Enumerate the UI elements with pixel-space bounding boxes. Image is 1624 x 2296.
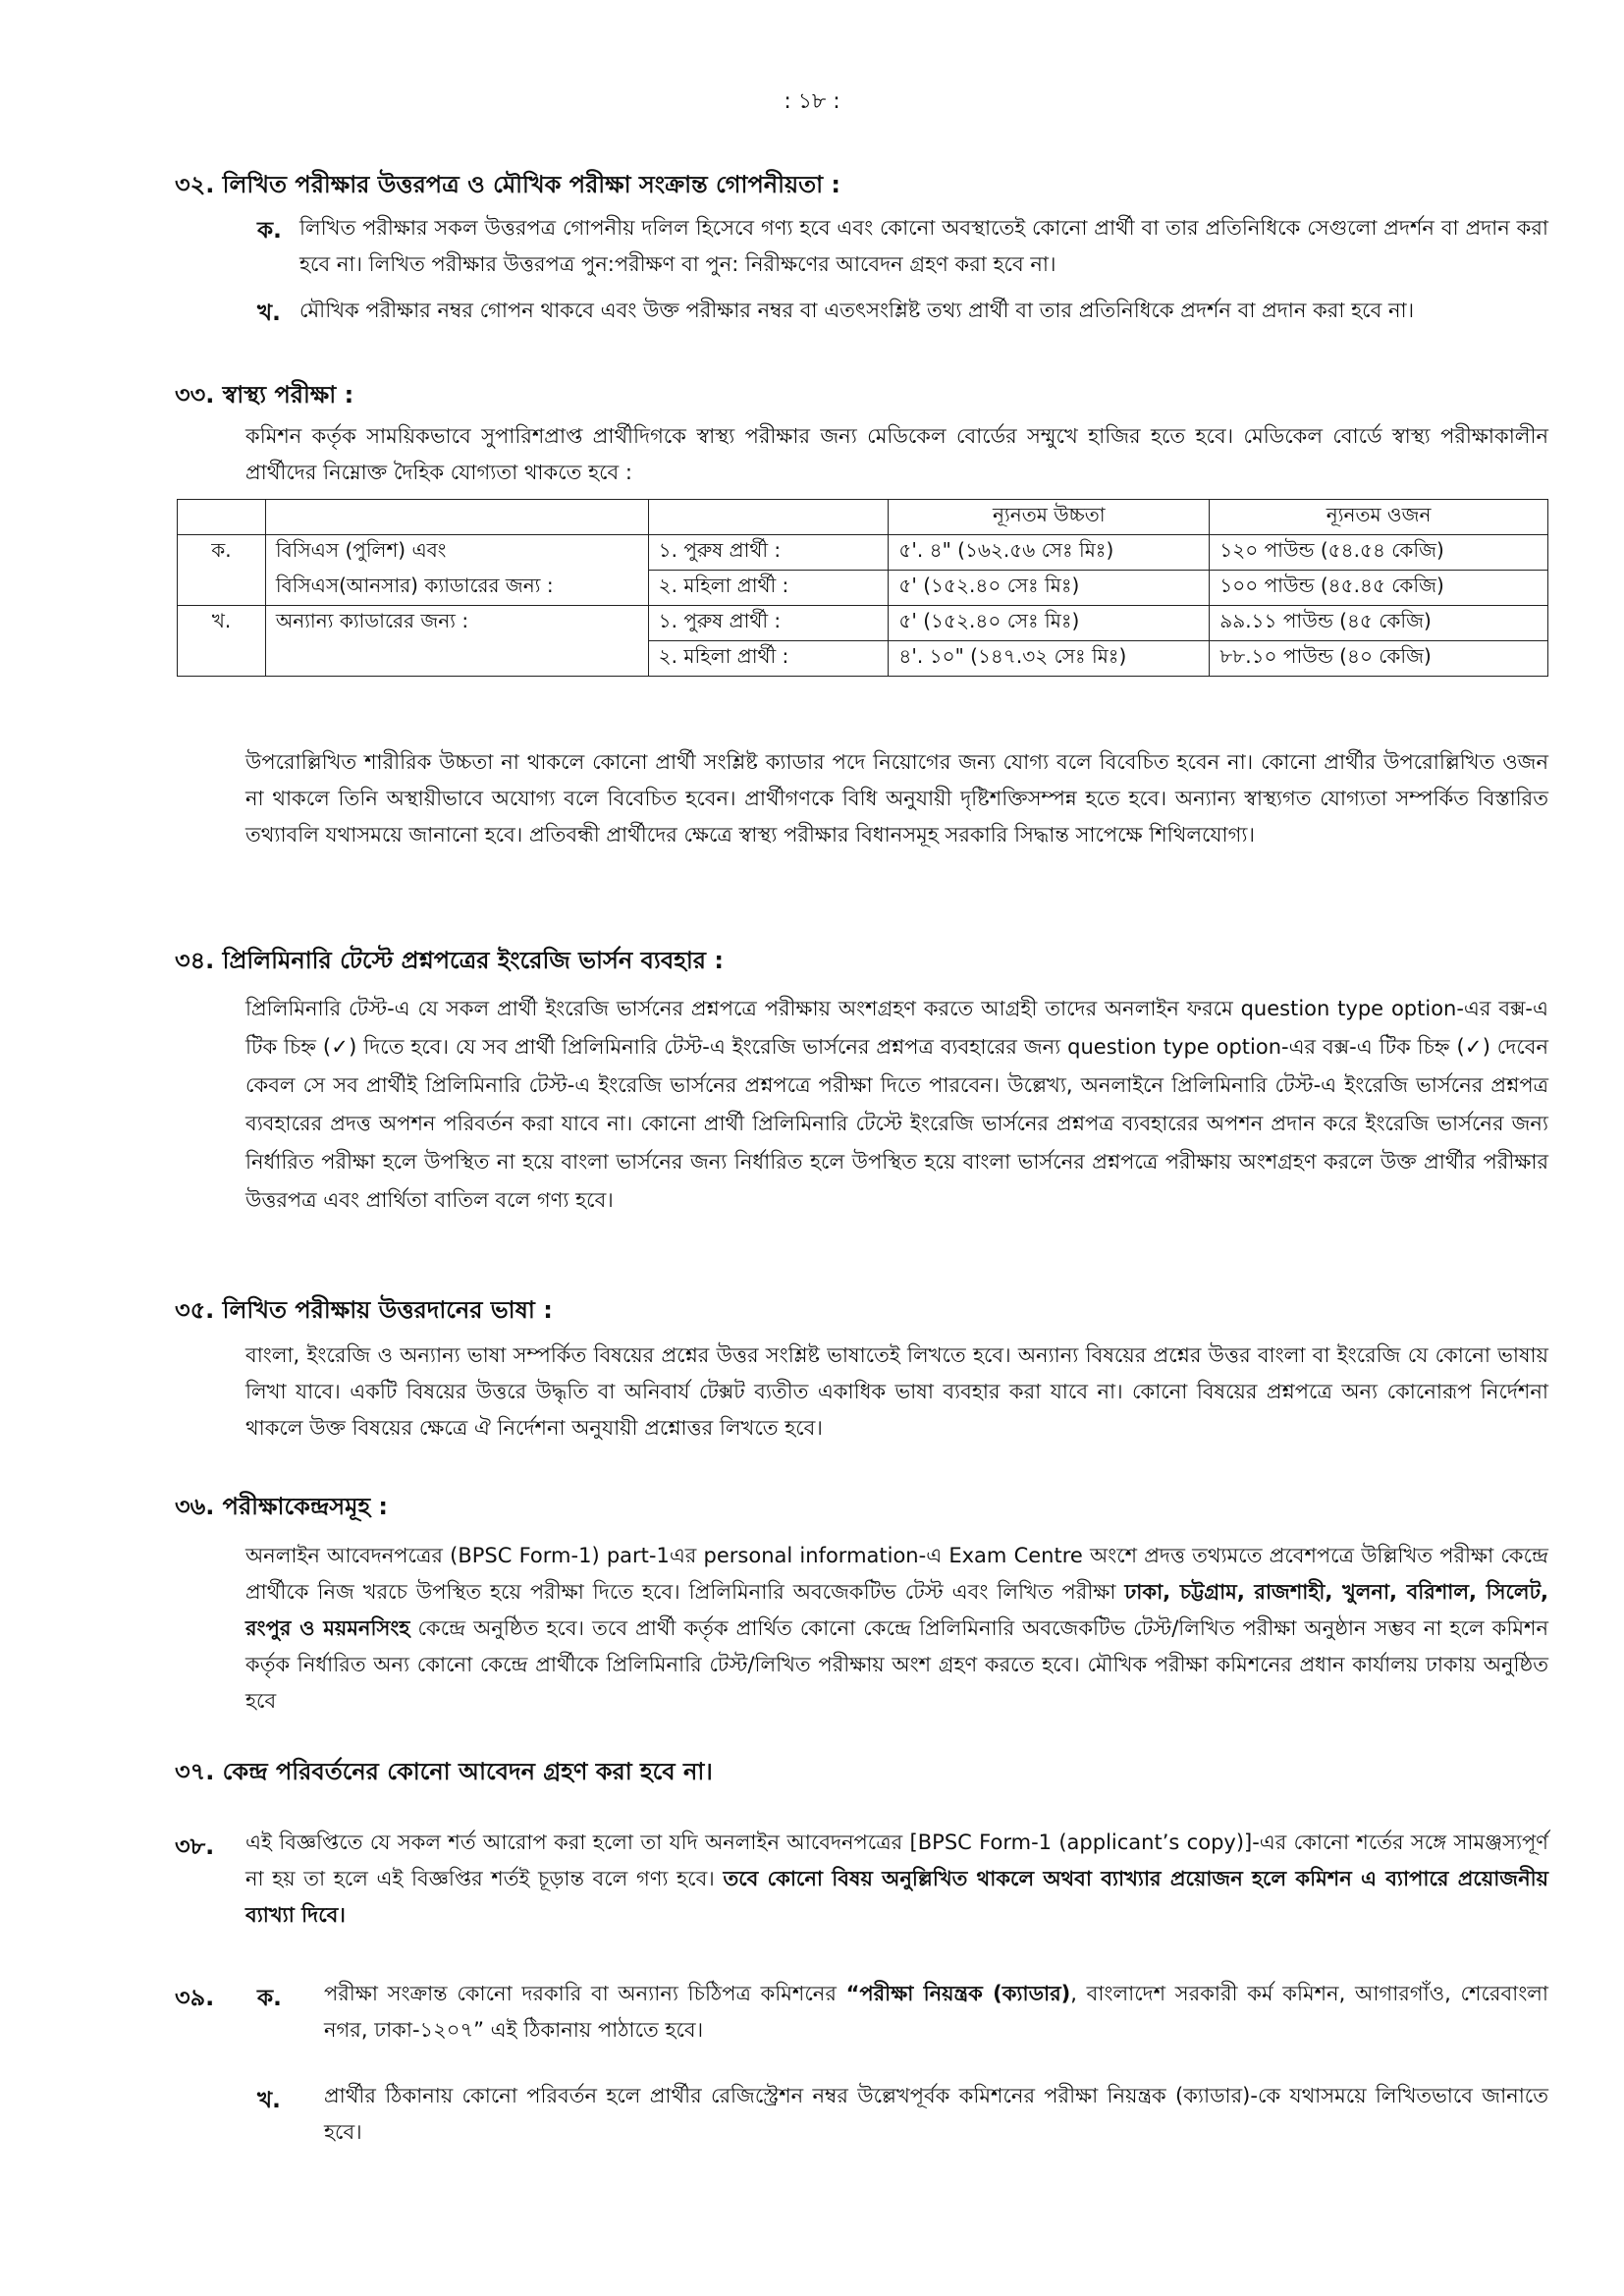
section-38-num: ৩৮. (175, 1832, 215, 1860)
male-label: ১. পুরুষ প্রার্থী : (648, 535, 889, 571)
a-male-height: ৫'. ৪" (১৬২.৫৬ সেঃ মিঃ) (889, 535, 1210, 571)
s39-kha-text: প্রার্থীর ঠিকানায় কোনো পরিবর্তন হলে প্রার্থীর রেজিস্ট্রেশন নম্বর উল্লেখপূর্বক কমিশনের পরীক্ষা নিয়ন্ত্রক (ক্যাডার)-কে যথাসময়ে লিখিতভাবে জানাতে হবে। (324, 2084, 1548, 2144)
cadre-a-line2: বিসিএস(আনসার) ক্যাডারের জন্য : (265, 571, 648, 606)
s32-kha-text: মৌখিক পরীক্ষার নম্বর গোপন থাকবে এবং উক্ত পরীক্ষার নম্বর বা এতৎসংশ্লিষ্ট তথ্য প্রার্থী বা তার প্রতিনিধিকে প্রদর্শন বা প্রদান করা হবে না। (299, 299, 1415, 322)
row-kha-label: খ. (178, 606, 266, 641)
section-37-title: ৩৭. কেন্দ্র পরিবর্তনের কোনো আবেদন গ্রহণ করা হবে না। (175, 1758, 713, 1785)
b-female-height: ৪'. ১০" (১৪৭.৩২ সেঃ মিঃ) (889, 641, 1210, 677)
section-35-title: ৩৫. লিখিত পরীক্ষায় উত্তরদানের ভাষা : (175, 1296, 553, 1324)
s39-ka-text (324, 1976, 1548, 2049)
s39-ka-text-a: পরীক্ষা সংক্রান্ত কোনো দরকারি বা অন্যান্য চিঠিপত্র কমিশনের (324, 1982, 837, 2005)
page-number: : ১৮ : (784, 89, 840, 114)
row-ka-label: ক. (178, 535, 266, 571)
s32-ka-text: লিখিত পরীক্ষার সকল উত্তরপত্র গোপনীয় দলিল হিসেবে গণ্য হবে এবং কোনো অবস্থাতেই কোনো প্রার্থী বা তার প্রতিনিধিকে সেগুলো প্রদর্শন বা প্রদান করা হবে না। লিখিত পরীক্ষার উত্তরপত্র পুন:পরীক্ষণ বা পুন: নিরীক্ষণের আবেদন গ্রহণ করা হবে না। (299, 216, 1548, 276)
cadre-b: অন্যান্য ক্যাডারের জন্য : (265, 606, 648, 641)
section-32-title: ৩২. লিখিত পরীক্ষার উত্তরপত্র ও মৌখিক পরীক্ষা সংক্রান্ত গোপনীয়তা : (175, 171, 840, 198)
table-row (178, 535, 1548, 571)
b-female-weight: ৮৮.১০ পাউন্ড (৪০ কেজি) (1210, 641, 1548, 677)
b-male-height: ৫' (১৫২.৪০ সেঃ মিঃ) (889, 606, 1210, 641)
s36-text-a: অনলাইন আবেদনপত্রের (BPSC Form-1) part-1এর personal information-এ Exam Centre অংশে প্রদত্ত তথ্যমতে প্রবেশপত্রে উল্লিখিত পরীক্ষা কেন্দ্রে প্রার্থীকে নিজ খরচে উপস্থিত হয়ে পরীক্ষা দিতে হবে। প্রিলিমিনারি অবজেকটিভ টেস্ট এবং লিখিত পরীক্ষা (245, 1544, 1548, 1604)
s39-kha-label: খ. (257, 2088, 281, 2113)
table-row (178, 641, 1548, 677)
s38-text (245, 1825, 1548, 1934)
s35-text: বাংলা, ইংরেজি ও অন্যান্য ভাষা সম্পর্কিত বিষয়ের প্রশ্নের উত্তর সংশ্লিষ্ট ভাষাতেই লিখতে হবে। অন্যান্য বিষয়ের প্রশ্নের উত্তর বাংলা বা ইংরেজি যে কোনো ভাষায় লিখা যাবে। একটি বিষয়ের উত্তরে উদ্ধৃতি বা অনিবার্য টেক্সট ব্যতীত একাধিক ভাষা ব্যবহার করা যাবে না। কোনো বিষয়ের প্রশ্নপত্রে অন্য কোনোরূপ নির্দেশনা থাকলে উক্ত বিষয়ের ক্ষেত্রে ঐ নির্দেশনা অনুযায়ী প্রশ্নোত্তর লিখতে হবে। (245, 1343, 1548, 1440)
a-female-weight: ১০০ পাউন্ড (৪৫.৪৫ কেজি) (1210, 571, 1548, 606)
female-label: ২. মহিলা প্রার্থী : (648, 641, 889, 677)
s36-text (245, 1538, 1548, 1720)
s33-intro: কমিশন কর্তৃক সাময়িকভাবে সুপারিশপ্রাপ্ত প্রার্থীদিগকে স্বাস্থ্য পরীক্ষার জন্য মেডিকেল বোর্ডের সম্মুখে হাজির হতে হবে। মেডিকেল বোর্ডে স্বাস্থ্য পরীক্ষাকালীন প্রার্থীদের নিম্নোক্ত দৈহিক যোগ্যতা থাকতে হবে : (245, 424, 1548, 484)
section-34-title: ৩৪. প্রিলিমিনারি টেস্টে প্রশ্নপত্রের ইংরেজি ভার্সন ব্যবহার : (175, 947, 724, 974)
s38-text-b: তবে কোনো বিষয় অনুল্লিখিত থাকলে অথবা ব্যাখ্যার প্রয়োজন হলে কমিশন এ ব্যাপারে প্রয়োজনীয় ব্যাখ্যা দিবে। (245, 1867, 1548, 1927)
header-min-weight: ন্যূনতম ওজন (1210, 500, 1548, 535)
s38-text-a: এই বিজ্ঞপ্তিতে যে সকল শর্ত আরোপ করা হলো তা যদি অনলাইন আবেদনপত্রের [BPSC Form-1 (applicant’s copy)]-এর কোনো শর্তের সঙ্গে সামঞ্জস্যপূর্ণ না হয় তা হলে এই বিজ্ঞপ্তির শর্তই চূড়ান্ত বলে গণ্য হবে। (245, 1831, 1548, 1890)
s39-ka-label: ক. (257, 1986, 282, 2011)
section-39-num: ৩৯. (175, 1984, 215, 2011)
exam-centres: ঢাকা, চট্টগ্রাম, রাজশাহী, খুলনা, বরিশাল, সিলেট, রংপুর ও ময়মনসিংহ (245, 1580, 1548, 1640)
section-36-title: ৩৬. পরীক্ষাকেন্দ্রসমূহ : (175, 1493, 389, 1520)
s34-text: প্রিলিমিনারি টেস্ট-এ যে সকল প্রার্থী ইংরেজি ভার্সনের প্রশ্নপত্রে পরীক্ষায় অংশগ্রহণ করতে আগ্রহী তাদের অনলাইন ফরমে question type option-এর বক্স-এ টিক চিহ্ন (✓) দিতে হবে। যে সব প্রার্থী প্রিলিমিনারি টেস্ট-এ ইংরেজি ভার্সনের প্রশ্নপত্র ব্যবহারের জন্য question type option-এর বক্স-এ টিক চিহ্ন (✓) দেবেন কেবল সে সব প্রার্থীই প্রিলিমিনারি টেস্ট-এ ইংরেজি ভার্সনের প্রশ্নপত্রে পরীক্ষা দিতে পারবেন। উল্লেখ্য, অনলাইনে প্রিলিমিনারি টেস্ট-এ ইংরেজি ভার্সনের প্রশ্নপত্র ব্যবহারের প্রদত্ত অপশন পরিবর্তন করা যাবে না। কোনো প্রার্থী প্রিলিমিনারি টেস্টে ইংরেজি ভার্সনের প্রশ্নপত্র ব্যবহারের অপশন প্রদান করে ইংরেজি ভার্সনের জন্য নির্ধারিত পরীক্ষা হলে উপস্থিত না হয়ে বাংলা ভার্সনের জন্য নির্ধারিত হলে উপস্থিত হয়ে বাংলা ভার্সনের প্রশ্নপত্রে পরীক্ষায় অংশগ্রহণ করলে উক্ত প্রার্থীর পরীক্ষার উত্তরপত্র এবং প্রার্থিতা বাতিল বলে গণ্য হবে। (245, 997, 1548, 1212)
male-label: ১. পুরুষ প্রার্থী : (648, 606, 889, 641)
b-male-weight: ৯৯.১১ পাউন্ড (৪৫ কেজি) (1210, 606, 1548, 641)
cadre-a-line1: বিসিএস (পুলিশ) এবং (265, 535, 648, 571)
table-row (178, 606, 1548, 641)
s39-ka-text-b: , বাংলাদেশ সরকারী কর্ম কমিশন, আগারগাঁও, শেরেবাংলা নগর, ঢাকা-১২০৭” এই ঠিকানায় পাঠাতে হবে। (324, 1982, 1548, 2042)
health-requirements-table (177, 499, 1548, 677)
section-33-title: ৩৩. স্বাস্থ্য পরীক্ষা : (175, 381, 354, 409)
table-row (178, 571, 1548, 606)
female-label: ২. মহিলা প্রার্থী : (648, 571, 889, 606)
s33-after-text: উপরোল্লিখিত শারীরিক উচ্চতা না থাকলে কোনো প্রার্থী সংশ্লিষ্ট ক্যাডার পদে নিয়োগের জন্য যোগ্য বলে বিবেচিত হবেন না। কোনো প্রার্থীর উপরোল্লিখিত ওজন না থাকলে তিনি অস্থায়ীভাবে অযোগ্য বলে বিবেচিত হবেন। প্রার্থীগণকে বিধি অনুযায়ী দৃষ্টিশক্তিসম্পন্ন হতে হবে। অন্যান্য স্বাস্থ্যগত যোগ্যতা সম্পর্কিত বিস্তারিত তথ্যাবলি যথাসময়ে জানানো হবে। প্রতিবন্ধী প্রার্থীদের ক্ষেত্রে স্বাস্থ্য পরীক্ষার বিধানসমূহ সরকারি সিদ্ধান্ত সাপেক্ষে শিথিলযোগ্য। (245, 750, 1548, 847)
a-female-height: ৫' (১৫২.৪০ সেঃ মিঃ) (889, 571, 1210, 606)
table-header-row (178, 500, 1548, 535)
s32-ka-label: ক. (257, 218, 282, 244)
s36-text-b: কেন্দ্রে অনুষ্ঠিত হবে। তবে প্রার্থী কর্তৃক প্রার্থিত কোনো কেন্দ্রে প্রিলিমিনারি অবজেকটিভ টেস্ট/লিখিত পরীক্ষা অনুষ্ঠান সম্ভব না হলে কমিশন কর্তৃক নির্ধারিত অন্য কোনো কেন্দ্রে প্রার্থীকে প্রিলিমিনারি টেস্ট/লিখিত পরীক্ষায় অংশ গ্রহণ করতে হবে। মৌখিক পরীক্ষা কমিশনের প্রধান কার্যালয় ঢাকায় অনুষ্ঠিত হবে (245, 1616, 1548, 1713)
exam-controller-address: “পরীক্ষা নিয়ন্ত্রক (ক্যাডার) (845, 1982, 1071, 2005)
a-male-weight: ১২০ পাউন্ড (৫৪.৫৪ কেজি) (1210, 535, 1548, 571)
header-min-height: ন্যূনতম উচ্চতা (889, 500, 1210, 535)
s32-kha-label: খ. (257, 301, 281, 326)
